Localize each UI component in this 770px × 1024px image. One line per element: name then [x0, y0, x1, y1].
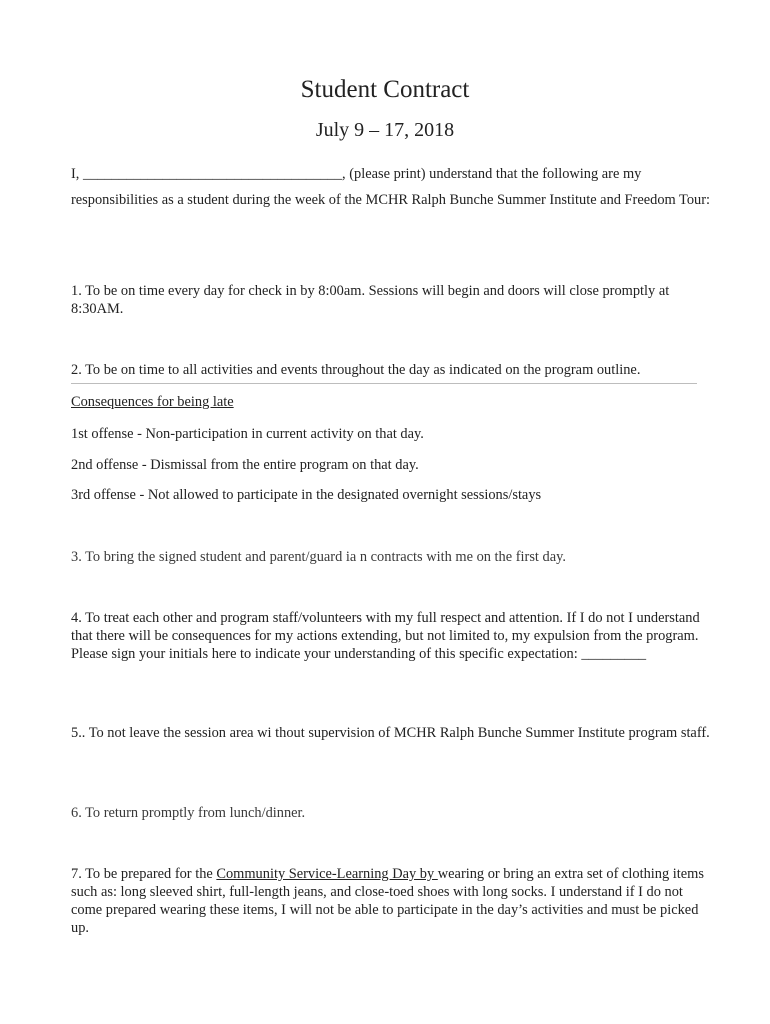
- community-service-link: Community Service-Learning Day by: [216, 866, 438, 882]
- intro-suffix: , (please print) understand that the following are my responsibilities as a student during the week of the MCHR Ralph Bunche Summer Institute and Freedom Tour:: [71, 166, 711, 208]
- item-3: 3. To bring the signed student and parent/guard ia n contracts with me on the first day.: [71, 549, 566, 565]
- item-1: 1. To be on time every day for check in by 8:00am. Sessions will begin and doors will close promptly at 8:30AM.: [71, 283, 670, 317]
- consequences-heading: Consequences for being late: [71, 394, 234, 410]
- item-5: 5.. To not leave the session area wi thout supervision of MCHR Ralph Bunche Summer Institute program staff.: [71, 725, 710, 741]
- initials-blank[interactable]: _________: [581, 646, 647, 662]
- offense-3: 3rd offense - Not allowed to participate in the designated overnight sessions/stays: [71, 487, 542, 503]
- item-4-text: 4. To treat each other and program staff/volunteers with my full respect and attention. If I do not I understand that there will be consequences for my actions extending, but not limited to, my expulsion from the program. Please sign your initials here to indicate your understanding of this specific expectation:: [71, 610, 700, 662]
- document-date: July 9 – 17, 2018: [315, 119, 455, 141]
- offense-1: 1st offense - Non-participation in current activity on that day.: [71, 426, 424, 442]
- document-title: Student Contract: [300, 76, 470, 103]
- item-2: 2. To be on time to all activities and events throughout the day as indicated on the program outline.: [71, 361, 697, 384]
- intro-paragraph: [71, 162, 711, 213]
- name-blank[interactable]: ____________________________________: [83, 166, 343, 182]
- offense-2: 2nd offense - Dismissal from the entire program on that day.: [71, 457, 419, 473]
- item-7-suffix: wearing or bring an extra set of clothing items such as: long sleeved shirt, full-length jeans, and close-toed shoes with long socks. I understand if I do not come prepared wearing these items, I will not be able to participate in the day’s activities and must be picked up.: [71, 866, 704, 936]
- item-6: 6. To return promptly from lunch/dinner.: [71, 805, 306, 821]
- intro-prefix: I,: [71, 166, 80, 182]
- item-4: [71, 609, 711, 663]
- item-7-prefix: 7. To be prepared for the: [71, 866, 217, 882]
- item-7: [71, 865, 711, 937]
